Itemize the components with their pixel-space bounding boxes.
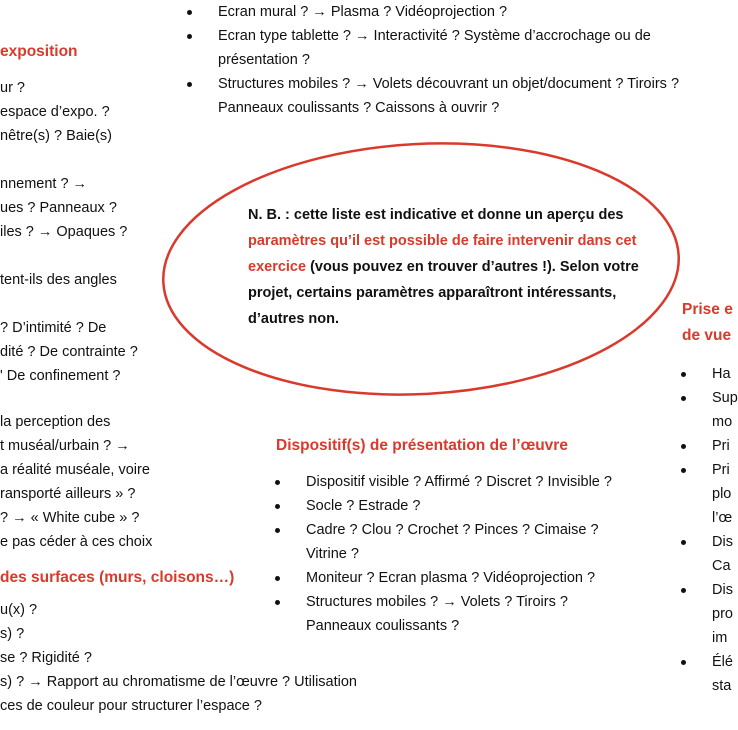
list-item-continuation: im [712, 630, 728, 646]
list-item: Dis [670, 578, 738, 602]
left-line: ur ? [0, 80, 25, 96]
left-line: a réalité muséale, voire [0, 462, 150, 478]
list-item-continuation: Panneaux coulissants ? Caissons à ouvrir ? [218, 100, 500, 116]
note-text [248, 202, 648, 332]
list-item: Dis [670, 530, 738, 554]
left-line: la perception des [0, 414, 111, 430]
list-item: Pri [670, 458, 738, 482]
list-item-continuation: Vitrine ? [306, 546, 359, 562]
note-suffix: (vous pouvez en trouver d’autres !). Selon votre projet, certains paramètres apparaîtront intéressants, d’autres non. [248, 259, 639, 327]
left-line: nnement ? → [0, 176, 88, 192]
surfaces-line: s) ? [0, 626, 25, 642]
list-item-continuation: mo [712, 414, 733, 430]
list-item-continuation: présentation ? [218, 52, 310, 68]
left-line: nêtre(s) ? Baie(s) [0, 128, 113, 144]
note-highlight: paramètres qu’il est possible de faire intervenir dans cet exercice [248, 233, 637, 275]
top-bullet-list [176, 0, 679, 120]
list-item-continuation: plo [712, 486, 732, 502]
list-item: Dispositif visible ? Affirmé ? Discret ? Invisible ? [264, 470, 612, 494]
list-item: Structures mobiles ? → Volets découvrant un objet/document ? Tiroirs ? [176, 72, 679, 96]
list-item: Cadre ? Clou ? Crochet ? Pinces ? Cimaise ? [264, 518, 612, 542]
list-item: Élé [670, 650, 738, 674]
left-heading-exposition: exposition [0, 43, 78, 60]
left-line: iles ? → Opaques ? [0, 224, 128, 240]
list-item: Structures mobiles ? → Volets ? Tiroirs ? [264, 590, 612, 614]
list-item: Ecran mural ? → Plasma ? Vidéoprojection ? [176, 0, 679, 24]
list-item: Sup [670, 386, 738, 410]
right-heading-line-1: Prise e [682, 301, 733, 318]
list-item: Moniteur ? Ecran plasma ? Vidéoprojection ? [264, 566, 612, 590]
dispositif-heading: Dispositif(s) de présentation de l’œuvre [276, 437, 568, 454]
left-line: ues ? Panneaux ? [0, 200, 117, 216]
left-line: ransporté ailleurs » ? [0, 486, 136, 502]
left-line: espace d’expo. ? [0, 104, 110, 120]
list-item-continuation: sta [712, 678, 732, 694]
note-prefix: N. B. : cette liste est indicative et donne un aperçu des [248, 207, 624, 223]
list-item-continuation: l’œ [712, 510, 733, 526]
left-line: ' De confinement ? [0, 368, 121, 384]
dispositif-list [264, 470, 612, 638]
surfaces-line: u(x) ? [0, 602, 38, 618]
left-line: tent-ils des angles [0, 272, 117, 288]
surfaces-heading: des surfaces (murs, cloisons…) [0, 569, 235, 586]
list-item: Ha [670, 362, 738, 386]
list-item-continuation: Panneaux coulissants ? [306, 618, 460, 634]
surfaces-line: se ? Rigidité ? [0, 650, 92, 666]
list-item: Pri [670, 434, 738, 458]
left-line: t muséal/urbain ? → [0, 438, 130, 454]
right-heading-line-2: de vue [682, 327, 732, 344]
list-item-continuation: Ca [712, 558, 731, 574]
list-item: Socle ? Estrade ? [264, 494, 612, 518]
left-line: dité ? De contrainte ? [0, 344, 138, 360]
right-list [670, 362, 738, 698]
left-line: ? → « White cube » ? [0, 510, 140, 526]
left-line: ? D’intimité ? De [0, 320, 107, 336]
left-line: e pas céder à ces choix [0, 534, 153, 550]
surfaces-line: s) ? → Rapport au chromatisme de l’œuvre ? Utilisation [0, 674, 357, 690]
list-item-continuation: pro [712, 606, 733, 622]
list-item: Ecran type tablette ? → Interactivité ? Système d’accrochage ou de [176, 24, 679, 48]
surfaces-line: ces de couleur pour structurer l’espace ? [0, 698, 262, 714]
